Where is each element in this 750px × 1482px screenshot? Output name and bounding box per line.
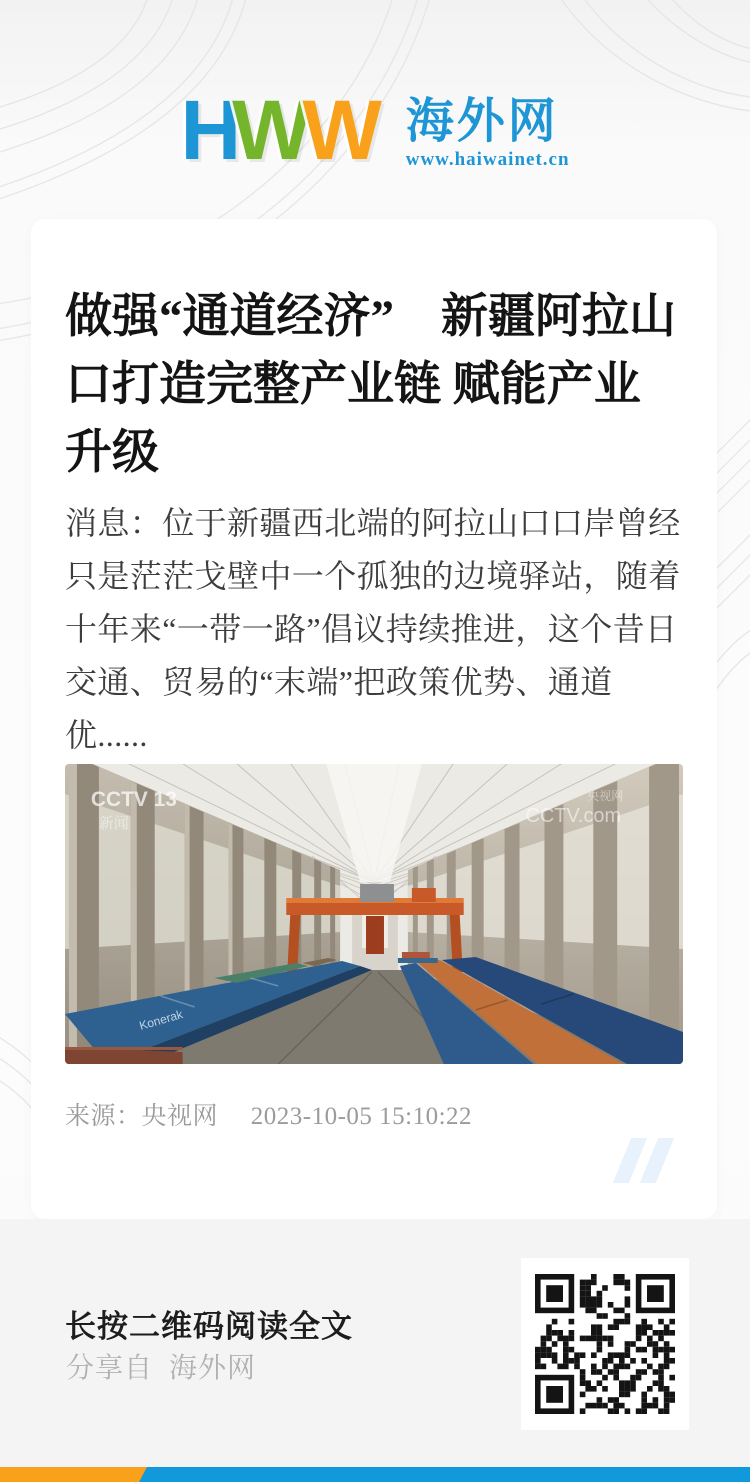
share-attribution	[66, 1346, 256, 1386]
logo-letter-h: H	[180, 83, 233, 177]
article-image	[65, 764, 683, 1064]
site-name: 海外网	[405, 95, 559, 148]
site-logo[interactable]	[0, 83, 750, 177]
article-summary: 消息：位于新疆西北端的阿拉山口口岸曾经只是茫茫戈壁中一个孤独的边境驿站，随着十年来“一带一路”倡议持续推进，这个昔日交通、贸易的“末端”把政策优势、通道优......	[65, 505, 681, 753]
site-url: www.haiwainet.cn	[405, 149, 570, 170]
watermark-cctv-com: CCTV.com	[525, 804, 622, 828]
bottom-color-bar	[0, 1467, 750, 1482]
watermark-cctv13: CCTV 13	[90, 787, 177, 812]
share-footer	[0, 1219, 750, 1467]
logo-hww-letters	[180, 83, 381, 177]
qr-code-image	[535, 1274, 675, 1414]
quote-mark-decoration	[622, 1138, 665, 1183]
qr-code[interactable]	[521, 1258, 689, 1430]
qr-instruction: 长按二维码阅读全文	[65, 1309, 353, 1344]
article-card	[31, 219, 717, 1219]
share-site-name: 海外网	[169, 1353, 257, 1384]
logo-letter-w1: W	[232, 83, 303, 177]
article-source: 来源：央视网	[65, 1103, 219, 1130]
article-title: 做强“通道经济” 新疆阿拉山口打造完整产业链 赋能产业升级	[65, 291, 676, 479]
share-prefix: 分享自	[66, 1353, 154, 1384]
logo-text-block	[406, 92, 570, 171]
container-brand-text: Konerak	[137, 1007, 185, 1033]
quote-bar	[640, 1138, 674, 1183]
watermark-cctv13-sub: 新闻	[98, 815, 129, 833]
logo-letter-w2: W	[302, 83, 373, 177]
article-meta	[65, 1096, 683, 1132]
watermark-yangshiwang: 央视网	[587, 788, 624, 804]
article-datetime: 2023-10-05 15:10:22	[250, 1103, 473, 1130]
warehouse-containers-illustration	[65, 764, 683, 1064]
